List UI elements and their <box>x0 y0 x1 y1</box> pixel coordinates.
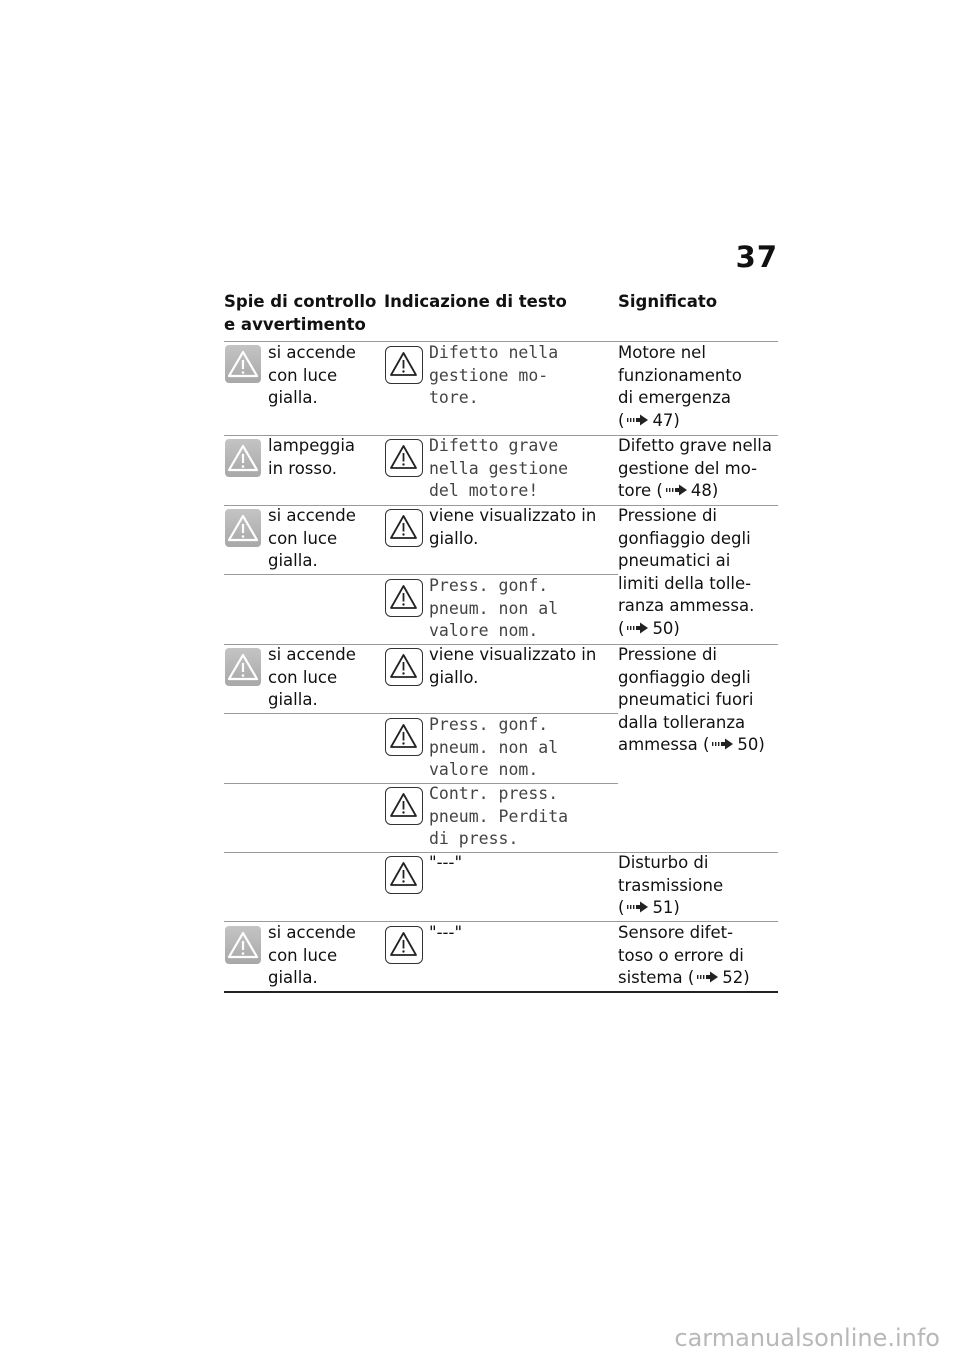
display-message: viene visualizzato in giallo. <box>429 645 597 687</box>
display-message: "---" <box>429 853 463 872</box>
lamp-status-text: si accende con luce gialla. <box>268 645 356 710</box>
page-reference[interactable]: 50) <box>652 618 680 638</box>
meaning-text: Difetto grave nella gestione del mo- tore ( 48) <box>618 436 772 501</box>
page-reference-arrow-icon <box>626 619 650 633</box>
header-meaning: Significato <box>618 292 718 311</box>
lamp-status-text: si accende con luce gialla. <box>268 923 356 988</box>
display-message: viene visualizzato in giallo. <box>429 506 597 548</box>
warning-triangle-display-icon <box>385 926 423 964</box>
header-warning-lights: Spie di controllo e avvertimento <box>224 292 377 334</box>
meaning-text: Sensore difet- toso o errore di sistema ( 52) <box>618 923 750 988</box>
page-reference-arrow-icon <box>696 968 720 982</box>
meaning-text: Disturbo di trasmissione ( 51) <box>618 853 724 918</box>
lamp-status-text: si accende con luce gialla. <box>268 506 356 571</box>
warning-triangle-lamp-icon <box>225 509 261 547</box>
warning-triangle-display-icon <box>385 648 423 686</box>
page-reference[interactable]: 47) <box>652 410 680 430</box>
warning-triangle-display-icon <box>385 718 423 756</box>
lamp-status-text: si accende con luce gialla. <box>268 343 356 408</box>
page-reference[interactable]: 52) <box>722 968 750 988</box>
page-reference-arrow-icon <box>665 481 689 495</box>
warning-triangle-display-icon <box>385 439 423 477</box>
warning-triangle-display-icon <box>385 579 423 617</box>
display-message: Contr. press. pneum. Perdita di press. <box>429 784 569 849</box>
page-number: 37 <box>735 240 778 274</box>
page-reference[interactable]: 50) <box>737 735 765 755</box>
meaning-text: Pressione di gonfiaggio degli pneumatici ai limiti della tolle- ranza ammessa. ( 50) <box>618 506 755 638</box>
display-message: "---" <box>429 923 463 942</box>
watermark: carmanualsonline.info <box>674 1324 940 1352</box>
display-message: Difetto nella gestione mo- tore. <box>429 343 559 408</box>
warning-triangle-display-icon <box>385 509 423 547</box>
warning-triangle-lamp-icon <box>225 345 261 383</box>
row-divider <box>224 574 618 575</box>
page-reference-arrow-icon <box>626 898 650 912</box>
meaning-text: Motore nel funzionamento di emergenza ( 47) <box>618 343 742 430</box>
row-divider <box>224 713 618 714</box>
meaning-text: Pressione di gonfiaggio degli pneumatici fuori dalla tolleranza ammessa ( 50) <box>618 645 765 755</box>
warning-triangle-lamp-icon <box>225 926 261 964</box>
table-bottom-rule <box>224 991 778 993</box>
display-message: Press. gonf. pneum. non al valore nom. <box>429 715 559 780</box>
lamp-status-text: lampeggia in rosso. <box>268 436 356 478</box>
page-reference[interactable]: 51) <box>652 898 680 918</box>
warning-triangle-display-icon <box>385 787 423 825</box>
header-text-display: Indicazione di testo <box>384 292 567 311</box>
display-message: Difetto grave nella gestione del motore! <box>429 436 569 501</box>
page-reference-arrow-icon <box>626 411 650 425</box>
warning-triangle-display-icon <box>385 856 423 894</box>
warning-triangle-display-icon <box>385 346 423 384</box>
page-reference[interactable]: 48) <box>690 481 719 501</box>
page-reference-arrow-icon <box>711 735 735 749</box>
display-message: Press. gonf. pneum. non al valore nom. <box>429 576 559 641</box>
warning-triangle-lamp-icon <box>225 439 261 477</box>
warning-triangle-lamp-icon <box>225 648 261 686</box>
